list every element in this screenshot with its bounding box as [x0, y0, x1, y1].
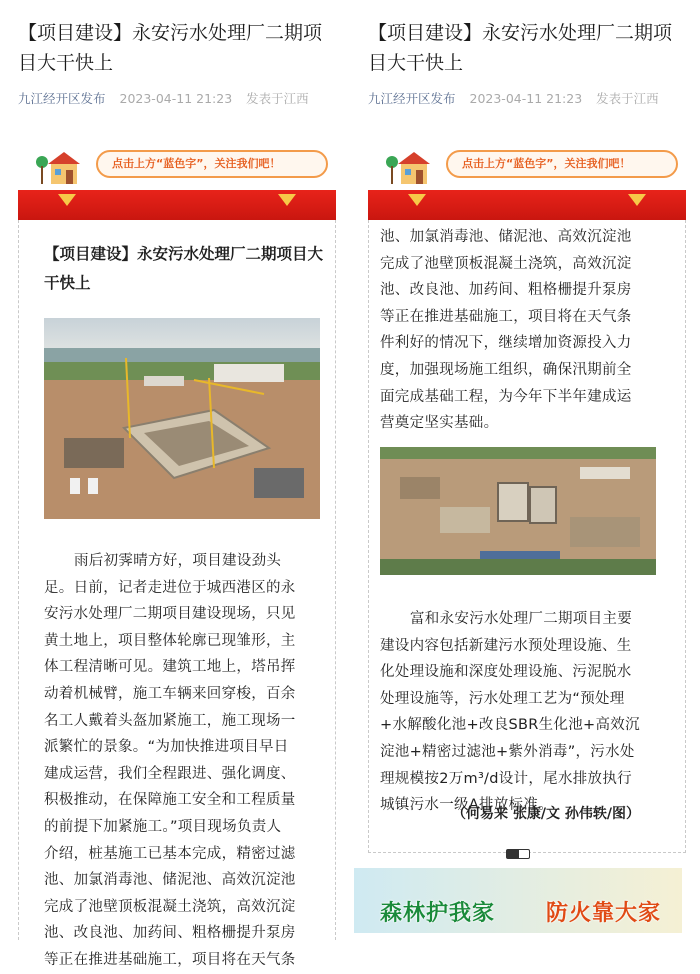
publish-location: 发表于江西 — [596, 91, 659, 106]
body-text-right-2: 富和永安污水处理厂二期项目主要 建设内容包括新建污水预处理设施、生 化处理设施和深度处理设施、污泥脱水 处理设施等，污水处理工艺为“预处理 +水解酸化池+改良SBR生化池+高效沉 淀池+精密过滤池+紫外消毒”，污水处 理规模按2万m³/d设计，尾水排放执行 城镇污水一级A排放标准。 — [380, 611, 640, 814]
article-title: 【项目建设】永安污水处理厂二期项目大干快上 — [18, 22, 323, 74]
inner-title: 【项目建设】永安污水处理厂二期项目大干快上 — [44, 245, 324, 292]
follow-banner[interactable] — [18, 140, 336, 220]
publish-location: 发表于江西 — [246, 91, 309, 106]
follow-prompt: 点击上方“蓝色字”，关注我们吧！ — [446, 150, 678, 178]
ad-text-part1: 森林护我家 — [380, 901, 496, 926]
follow-banner[interactable] — [368, 140, 686, 220]
construction-photo-2[interactable] — [380, 447, 656, 575]
pager-dots-icon[interactable] — [506, 849, 530, 859]
article-meta — [368, 89, 659, 107]
body-text-left: 雨后初霁晴方好，项目建设劲头 足。日前，记者走进位于城西港区的永 安污水处理厂二期项目建设现场，只见 黄土地上，项目整体轮廓已现雏形，主 体工程清晰可见。建筑工地上，塔吊挥 动着机械臂，施工车辆来回穿梭，百余 名工人戴着头盔加紧施工，施工现场一 派繁忙的景象。“为加快推进项目早日 建成运营，我们全程跟进、强化调度、 积极推动，在保障施工安全和工程质量 的前提下加紧施工。”项目现场负责人 介绍，桩基施工已基本完成，精密过滤 池、加氯消毒池、储泥池、高效沉淀池 完成了池壁顶板混凝土浇筑，高效沉淀 池、改良池、加药间、粗格栅提升泵房 等正在推进基础施工，项目将在天气条 — [44, 553, 296, 968]
article-title: 【项目建设】永安污水处理厂二期项目大干快上 — [368, 22, 673, 74]
author-link[interactable]: 九江经开区发布 — [368, 91, 456, 106]
body-text-right: 池、加氯消毒池、储泥池、高效沉淀池 完成了池壁顶板混凝土浇筑，高效沉淀 池、改良池、加药间、粗格栅提升泵房 等正在推进基础施工，项目将在天气条 件利好的情况下，继续增加资源投入力 度，加强现场施工组织，确保汛期前全 面完成基础工程，为今年下半年建成运 营奠定坚实基础。 — [380, 229, 632, 432]
photo-credit: （何易来 张康/文 孙伟轶/图） — [452, 806, 640, 822]
article-pane-left — [0, 0, 350, 968]
fire-prevention-ad[interactable] — [354, 868, 682, 933]
ad-text-part2: 防火靠大家 — [546, 901, 662, 926]
house-icon — [386, 148, 432, 186]
follow-prompt: 点击上方“蓝色字”，关注我们吧！ — [96, 150, 328, 178]
publish-date: 2023-04-11 21:23 — [119, 91, 233, 106]
banner-red-bar — [18, 190, 336, 220]
house-icon — [36, 148, 82, 186]
author-link[interactable]: 九江经开区发布 — [18, 91, 106, 106]
banner-red-bar — [368, 190, 686, 220]
construction-photo-1[interactable] — [44, 318, 320, 519]
article-meta — [18, 89, 309, 107]
publish-date: 2023-04-11 21:23 — [469, 91, 583, 106]
